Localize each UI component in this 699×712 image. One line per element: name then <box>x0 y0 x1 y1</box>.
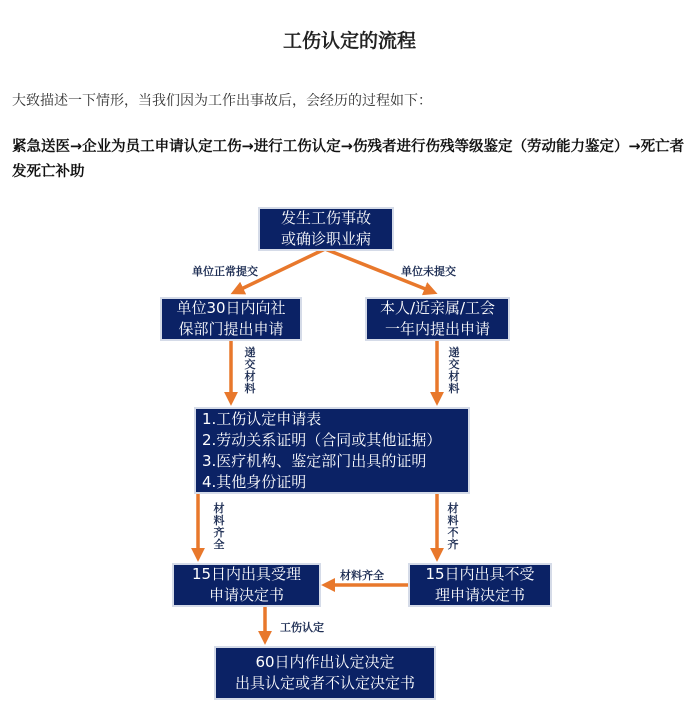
node-self-apply <box>365 297 510 341</box>
label-materials-complete: 材料齐全 <box>213 502 225 551</box>
node-reject <box>408 563 552 607</box>
intro-text: 大致描述一下情形，当我们因为工作出事故后，会经历的过程如下： <box>12 93 432 109</box>
node-self-apply-text: 本人/近亲属/工会 一年内提出申请 <box>379 299 496 338</box>
node-accept-text: 15日内出具受理 申请决定书 <box>191 565 302 604</box>
label-employer-submit: 单位正常提交 <box>192 265 258 278</box>
node-employer-apply <box>160 297 302 341</box>
page-title: 工伤认定的流程 <box>282 30 416 52</box>
label-employer-not-submit: 单位未提交 <box>401 265 456 278</box>
node-decision <box>214 646 436 700</box>
label-injury-recognition: 工伤认定 <box>280 621 324 634</box>
node-materials-text: 1.工伤认定申请表 2.劳动关系证明（合同或其他证据） 3.医疗机构、鉴定部门出具的证明 4.其他身份证明 <box>202 409 442 491</box>
label-submit-materials-right: 递交材料 <box>448 346 460 395</box>
node-accept <box>172 563 321 607</box>
node-materials <box>194 407 470 494</box>
node-employer-apply-text: 单位30日内向社 保部门提出申请 <box>176 299 286 338</box>
node-reject-text: 15日内出具不受 理申请决定书 <box>425 565 535 604</box>
label-submit-materials-left: 递交材料 <box>244 346 256 395</box>
node-decision-text: 60日内作出认定决定 出具认定或者不认定决定书 <box>234 653 415 692</box>
process-summary: 紧急送医→企业为员工申请认定工伤→进行工伤认定→伤残者进行伤残等级鉴定（劳动能力鉴定）→死亡者发死亡补助 <box>12 139 685 180</box>
node-start <box>258 207 394 251</box>
node-start-text: 发生工伤事故 或确诊职业病 <box>280 209 371 248</box>
label-materials-incomplete: 材料不齐 <box>447 502 459 551</box>
label-materials-complete-after: 材料齐全 <box>340 569 384 582</box>
